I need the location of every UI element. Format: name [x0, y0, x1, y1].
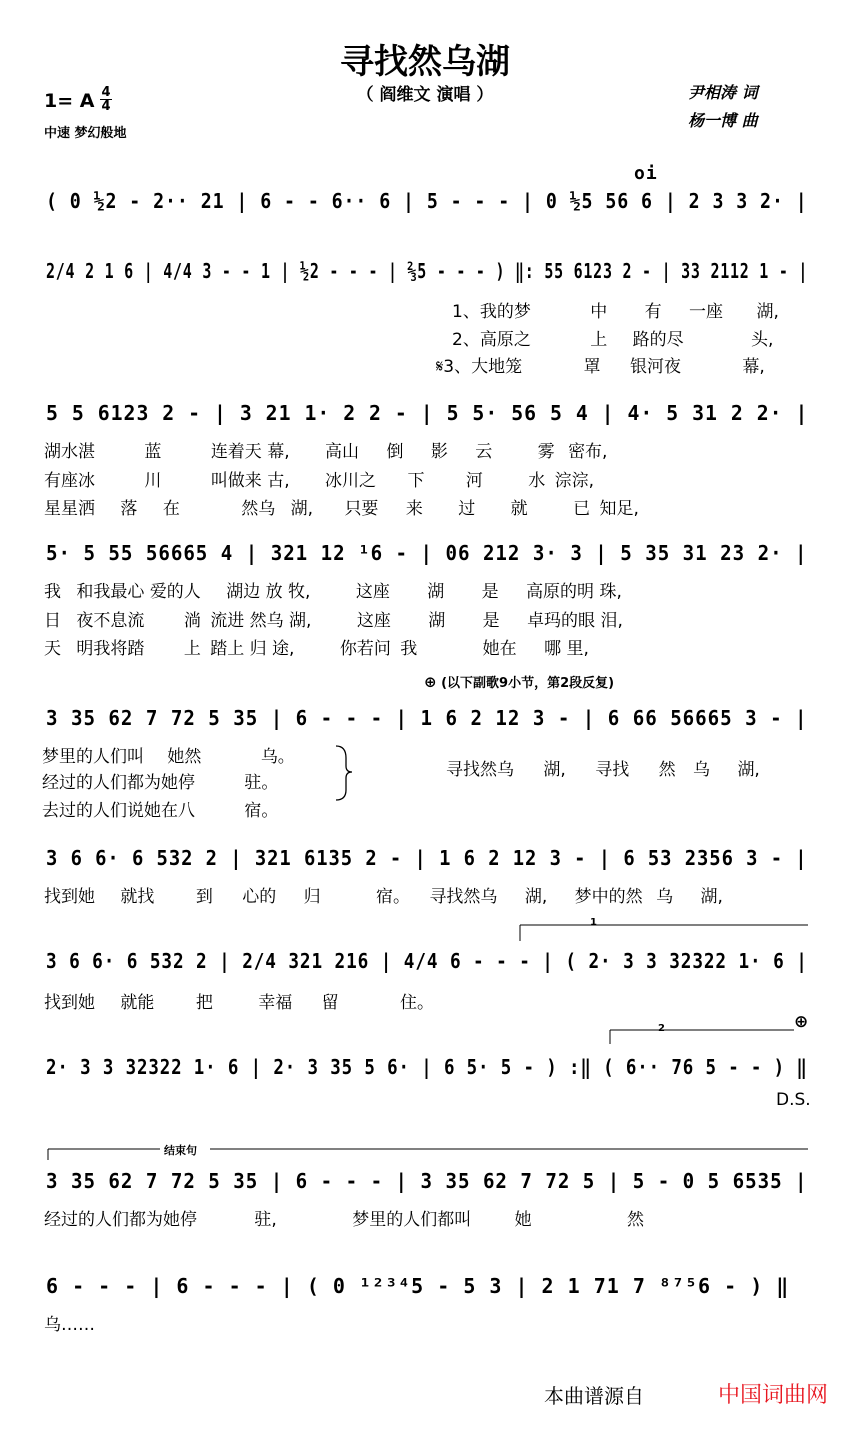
- lyric-word: 幕,: [742, 357, 765, 377]
- page-title: 寻找然乌湖: [340, 42, 510, 82]
- lyric-word: 归: [249, 639, 267, 659]
- time-signature-top: 4: [101, 85, 111, 100]
- lyric-word: 只要: [344, 499, 379, 519]
- lyric-word: 踏上: [210, 639, 245, 659]
- lyric-word: 下: [407, 471, 425, 491]
- lyric-word: 罩: [583, 357, 601, 377]
- lyric-word: 途,: [272, 639, 295, 659]
- lyric-word: 珠,: [599, 582, 622, 602]
- ds-marking: D.S.: [776, 1090, 811, 1110]
- lyric-word: 云: [475, 442, 493, 462]
- lyric-word: 我: [44, 582, 61, 602]
- lyric-word: 冰川之: [325, 471, 377, 491]
- lyric-word: 留: [321, 993, 339, 1013]
- lyric-word: 我: [400, 639, 418, 659]
- lyric-word: 把: [195, 993, 213, 1013]
- lyric-word: 落: [120, 499, 138, 519]
- music-row: 3 6 6· 6 532 2 | 2/4 321 216 | 4/4 6 - - - | ( 2· 3 3 32322 1· 6 |: [46, 949, 808, 973]
- lyric-word: 已: [573, 499, 591, 519]
- lyric-word: 驻。: [244, 773, 279, 793]
- lyric-word: 乌。: [260, 747, 295, 767]
- lyric-word: 这座: [356, 611, 391, 631]
- ending-label: 结束句: [164, 1144, 197, 1157]
- lyric-word: 然乌: [249, 611, 284, 631]
- lyric-word: 河: [465, 471, 483, 491]
- coda-icon: ⊕: [794, 1012, 809, 1032]
- lyric-word: 头,: [751, 330, 774, 350]
- lyric-word: 在: [162, 499, 180, 519]
- lyric-word: 找到她: [44, 993, 95, 1013]
- lyric-word: 然: [658, 760, 676, 780]
- lyric-word: 水: [528, 471, 546, 491]
- lyric-word: 和我最心: [76, 582, 145, 602]
- music-row: 3 35 62 7 72 5 35 | 6 - - - | 1 6 2 12 3 - | 6 66 56665 3 - |: [46, 706, 808, 730]
- key-signature: 1= A: [44, 90, 95, 112]
- lyric-word: 经过的人们都为她停: [44, 1210, 197, 1230]
- lyric-word: 中: [590, 302, 608, 322]
- lyric-word: 银河夜: [629, 357, 681, 377]
- music-row: 6 - - - | 6 - - - | ( 0 ¹²³⁴5 - 5 3 | 2 1 71 7 ⁸⁷⁵6 - ) ‖: [46, 1274, 790, 1298]
- coda-note-text: (以下副歌9小节，第2段反复): [441, 676, 615, 691]
- lyric-word: 雾: [537, 442, 555, 462]
- lyric-word: 你若问: [339, 639, 391, 659]
- lyric-word: 是: [481, 582, 499, 602]
- composer-credit: 杨一博 曲: [688, 111, 758, 130]
- lyric-word: 知足,: [599, 499, 639, 519]
- lyric-word: 宿。: [244, 801, 279, 821]
- lyric-word: 来: [405, 499, 423, 519]
- lyric-word: 湖,: [543, 760, 566, 780]
- lyric-word: 有: [644, 302, 662, 322]
- lyric-word: 归: [303, 887, 321, 907]
- music-row: 5· 5 55 56665 4 | 321 12 ¹6 - | 06 212 3· 3 | 5 35 31 23 2· |: [46, 541, 808, 565]
- lyric-word: 湖: [427, 582, 445, 602]
- lyric-word: 到: [195, 887, 213, 907]
- lyric-word: 路的尽: [632, 330, 684, 350]
- lyric-word: 是: [482, 611, 500, 631]
- lyric-word: 天: [44, 639, 61, 659]
- lyric-word: 牧,: [288, 582, 311, 602]
- lyric-word: 高原的明: [526, 582, 595, 602]
- lyric-word: 川: [144, 471, 162, 491]
- lyric-word: 乌……: [44, 1315, 95, 1335]
- lyric-word: 叫做来: [210, 471, 262, 491]
- lyric-word: 就: [510, 499, 528, 519]
- lyric-word: 心的: [242, 887, 277, 907]
- lyric-word: 湖,: [524, 887, 548, 907]
- lyric-word: 住。: [400, 993, 435, 1013]
- lyric-word: 高山: [325, 442, 360, 462]
- lyric-word: 爱的人: [149, 582, 201, 602]
- lyric-word: 去过的人们说她在八: [42, 801, 195, 821]
- lyric-word: 明我将踏: [76, 639, 145, 659]
- lyric-word: 里,: [566, 639, 589, 659]
- lyric-word: 这座: [355, 582, 390, 602]
- lyric-word: 梦里的人们叫: [42, 747, 144, 767]
- lyric-word: 影: [430, 442, 448, 462]
- lyric-word: 她然: [167, 747, 202, 767]
- lyric-word: 她在: [482, 639, 517, 659]
- lyric-word: 2、高原之: [452, 330, 531, 350]
- music-row: 3 35 62 7 72 5 35 | 6 - - - | 3 35 62 7 72 5 | 5 - 0 5 6535 |: [46, 1169, 808, 1193]
- lyric-word: 梦里的人们都叫: [352, 1210, 472, 1230]
- lyric-word: 湖水湛: [44, 442, 95, 462]
- lyric-word: 卓玛的眼: [527, 611, 596, 631]
- music-row: 2· 3 3 32322 1· 6 | 2· 3 35 5 6· | 6 5· 5 - ) :‖ ( 6·· 76 5 - - ) ‖: [46, 1055, 808, 1079]
- footer-source: 本曲谱源自: [544, 1384, 644, 1408]
- lyric-brace: [336, 746, 352, 800]
- lyric-word: 放: [265, 582, 283, 602]
- lyric-word: 幸福: [258, 993, 293, 1013]
- lyric-word: 连着天: [210, 442, 262, 462]
- lyric-word: 梦中的然: [574, 887, 643, 907]
- lyric-word: 寻找然乌: [446, 760, 514, 780]
- lyric-word: 日: [44, 611, 61, 631]
- lyric-word: 古,: [267, 471, 290, 491]
- lyric-word: 密布,: [568, 442, 608, 462]
- lyric-word: 倒: [386, 442, 404, 462]
- lyric-word: 经过的人们都为她停: [42, 773, 195, 793]
- lyric-word: 有座冰: [44, 471, 95, 491]
- lyric-word: 驻,: [254, 1210, 277, 1230]
- lyric-word: 乌: [656, 887, 674, 907]
- music-row: 2/4 2 1 6 | 4/4 3 - - 1 | ½2 - - - | ⅔5 - - - ) ‖: 55 6123 2 - | 33 2112 1 - |: [46, 259, 809, 283]
- lyric-word: 乌: [693, 760, 711, 780]
- lyric-word: 𝄋3、大地笼: [436, 357, 523, 377]
- lyric-word: 淌: [183, 611, 201, 631]
- lyric-word: 宿。: [376, 887, 411, 907]
- lyric-word: 泪,: [600, 611, 623, 631]
- lyric-word: 夜不息流: [76, 611, 145, 631]
- lyric-word: 星星洒: [44, 499, 95, 519]
- lyric-word: 湖: [428, 611, 446, 631]
- lyric-word: 上: [590, 330, 608, 350]
- lyric-word: 湖边: [226, 582, 261, 602]
- lyric-word: 一座: [689, 302, 724, 322]
- lyricist-credit: 尹相涛 词: [688, 83, 758, 102]
- lyric-word: 上: [183, 639, 201, 659]
- lyric-word: 湖,: [737, 760, 760, 780]
- lyric-word: 流进: [210, 611, 245, 631]
- lyric-word: 蓝: [144, 442, 162, 462]
- lyric-word: 她: [514, 1210, 532, 1230]
- lyric-word: 寻找: [595, 760, 630, 780]
- music-row: 5 5 6123 2 - | 3 21 1· 2 2 - | 5 5· 56 5 4 | 4· 5 31 2 2· |: [46, 401, 809, 425]
- tempo-marking: 中速 梦幻般地: [44, 126, 127, 141]
- lyric-word: 就找: [120, 887, 155, 907]
- lyric-word: 哪: [544, 639, 562, 659]
- singer-line: （ 阎维文 演唱 ）: [356, 85, 494, 105]
- lyric-word: 就能: [120, 993, 155, 1013]
- lyric-word: 淙淙,: [554, 471, 595, 491]
- oi-marking: oi: [634, 163, 658, 184]
- lyric-word: 湖,: [756, 302, 779, 322]
- lyric-word: 过: [458, 499, 476, 519]
- coda-icon: ⊕: [424, 673, 437, 691]
- lyric-word: 湖,: [700, 887, 723, 907]
- lyric-word: 1、我的梦: [452, 302, 531, 322]
- lyric-word: 湖,: [290, 499, 314, 519]
- music-row: ( 0 ½2 - 2·· 21 | 6 - - 6·· 6 | 5 - - - | 0 ½5 56 6 | 2 3 3 2· |: [46, 189, 808, 213]
- footer-site-link[interactable]: 中国词曲网: [718, 1383, 829, 1408]
- lyric-word: 湖,: [289, 611, 312, 631]
- volta-1-label: 1: [590, 917, 597, 928]
- lyric-word: 然: [627, 1210, 645, 1230]
- time-signature-bottom: 4: [101, 99, 111, 114]
- volta-2-label: 2: [658, 1023, 665, 1034]
- lyric-word: 幕,: [267, 442, 290, 462]
- lyric-word: 然乌: [241, 499, 276, 519]
- music-row: 3 6 6· 6 532 2 | 321 6135 2 - | 1 6 2 12 3 - | 6 53 2356 3 - |: [46, 846, 808, 870]
- lyric-word: 找到她: [44, 887, 95, 907]
- lyric-word: 寻找然乌: [429, 887, 498, 907]
